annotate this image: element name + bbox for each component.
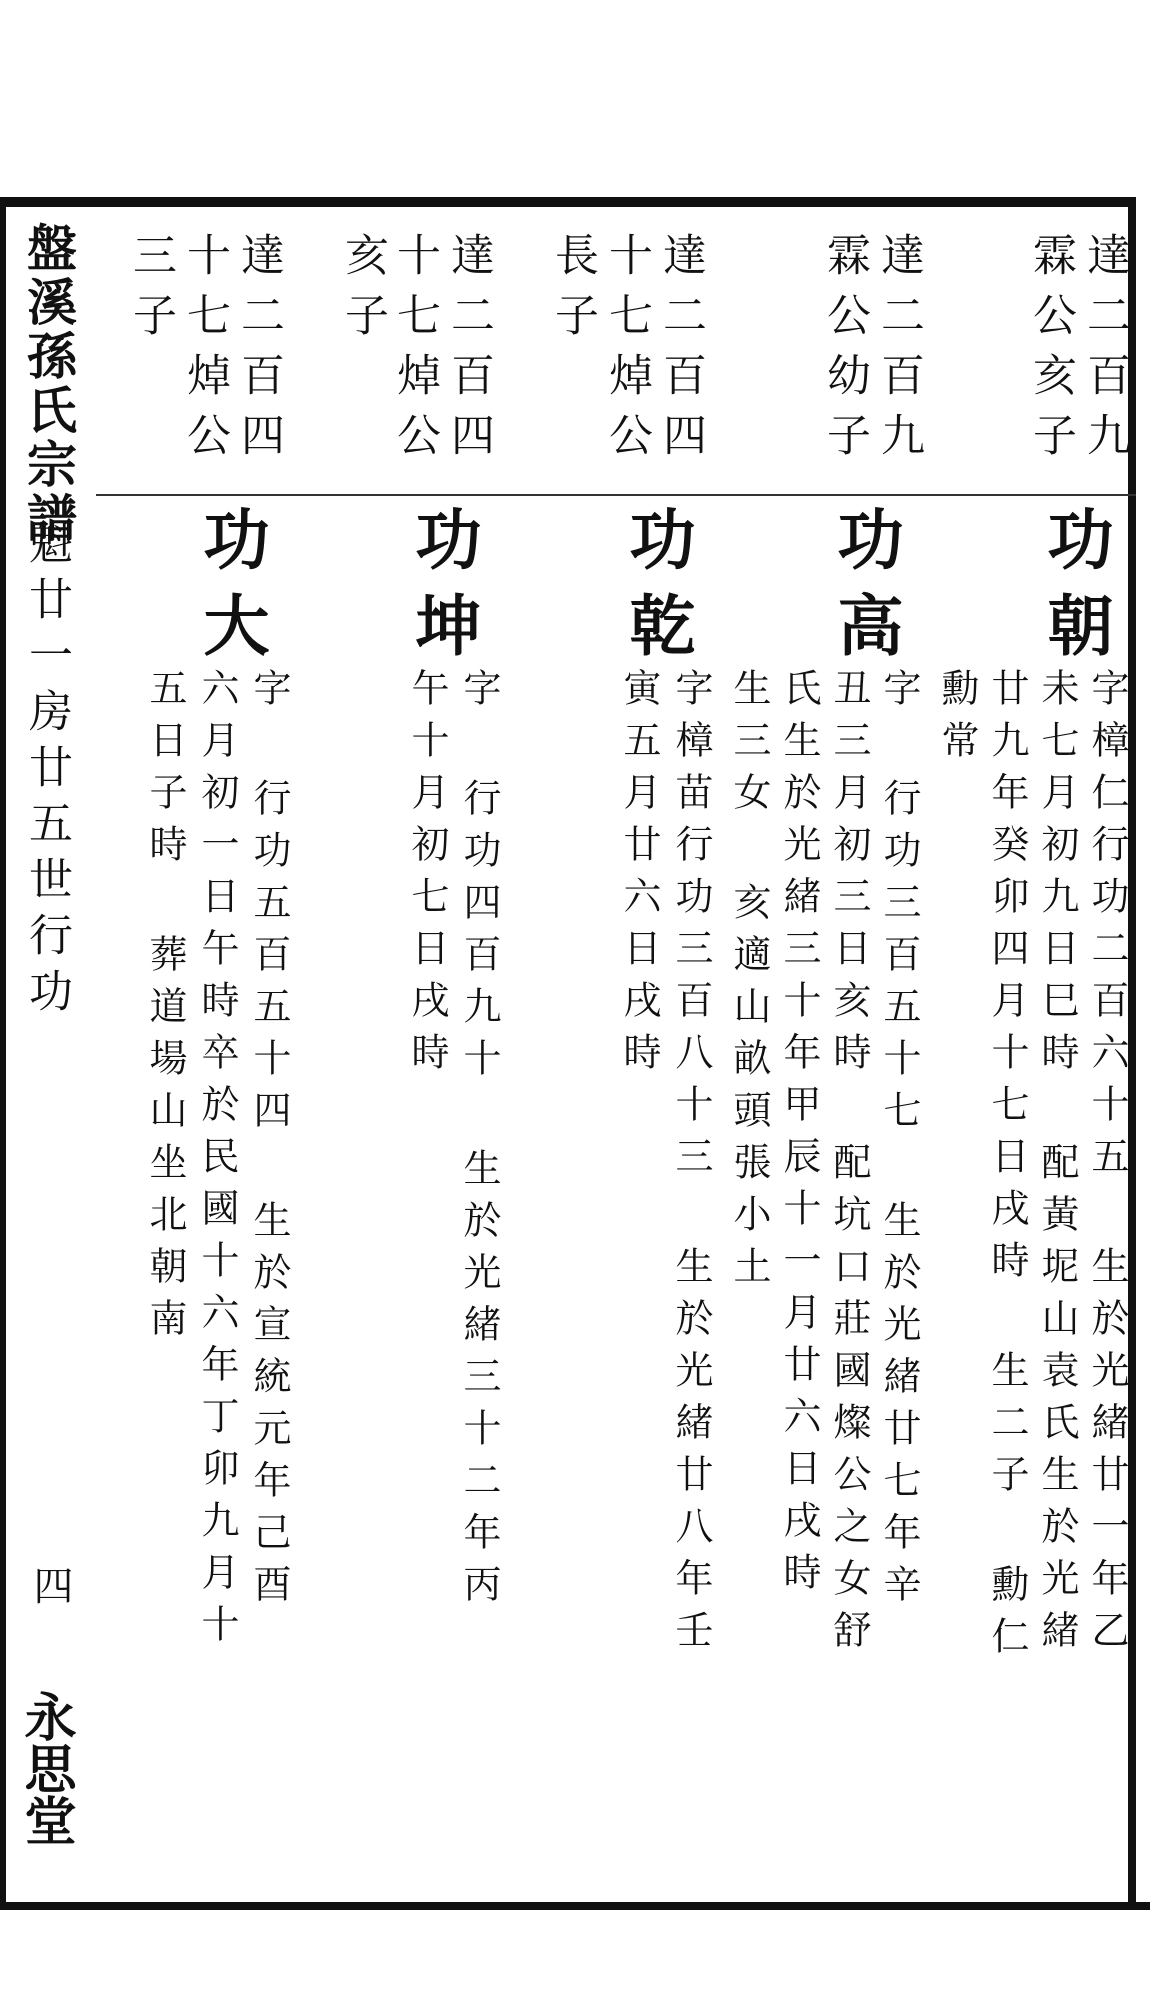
person-name: 功坤 [404, 505, 482, 677]
person-name: 功大 [192, 505, 270, 677]
genealogy-title: 盤溪孫氏宗譜 [19, 222, 78, 546]
lineage-line: 達二百九 [1079, 232, 1130, 472]
lineage-line: 霖公幼子 [819, 232, 870, 472]
lineage-line: 達二百四 [443, 232, 494, 472]
detail-line: 寅五月廿六日戌時 [617, 668, 661, 1084]
detail-line: 廿九年癸卯四月十七日戌時 生二子 勳仁 [985, 668, 1029, 1668]
person-name: 功乾 [618, 505, 696, 677]
detail-line: 未七月初九日巳時 配黃坭山袁氏生於光緒 [1035, 668, 1079, 1662]
frame-bottom-border [0, 1902, 1150, 1910]
detail-line: 生三女 亥適山畝頭張小土 [727, 668, 771, 1298]
lineage-line: 十七焯公 [179, 232, 230, 472]
lineage-line: 十七焯公 [601, 232, 652, 472]
detail-line: 丑三月初三日亥時 配坑口莊國燦公之女舒 [827, 668, 871, 1662]
lineage-line: 三子 [125, 232, 176, 352]
page-number: 四 [27, 1565, 73, 1605]
lineage-line: 達二百九 [873, 232, 924, 472]
detail-line: 五日子時 葬道場山坐北朝南 [143, 668, 187, 1350]
lineage-line: 長子 [547, 232, 598, 352]
lineage-line: 亥子 [337, 232, 388, 352]
person-name: 功朝 [1036, 505, 1114, 677]
frame-top-border [0, 197, 1136, 207]
detail-line: 字樟仁行功二百六十五 生於光緒廿一年乙 [1085, 668, 1129, 1662]
detail-line: 字樟苗行功三百八十三 生於光緒廿八年壬 [669, 668, 713, 1662]
detail-line: 午十月初七日戌時 [405, 668, 449, 1084]
lineage-line: 霖公亥子 [1025, 232, 1076, 472]
lineage-line: 達二百四 [655, 232, 706, 472]
detail-line: 六月初一日午時卒於民國十六年丁卯九月十 [195, 668, 239, 1656]
detail-line: 字 行功五百五十四 生於宣統元年己酉 [247, 668, 291, 1616]
lineage-line: 達二百四 [233, 232, 284, 472]
detail-line: 字 行功四百九十 生於光緒三十二年丙 [457, 668, 501, 1616]
hall-name: 永思堂 [15, 1690, 76, 1846]
lineage-band-divider [96, 494, 1136, 496]
detail-line: 勳常 [935, 668, 979, 772]
section-info: 魁廿一房廿五世行功 [21, 520, 72, 1024]
person-name: 功高 [826, 505, 904, 677]
detail-line: 字 行功三百五十七 生於光緒廿七年辛 [877, 668, 921, 1616]
lineage-line: 十七焯公 [389, 232, 440, 472]
detail-line: 氏生於光緒三十年甲辰十一月廿六日戌時 [777, 668, 821, 1604]
